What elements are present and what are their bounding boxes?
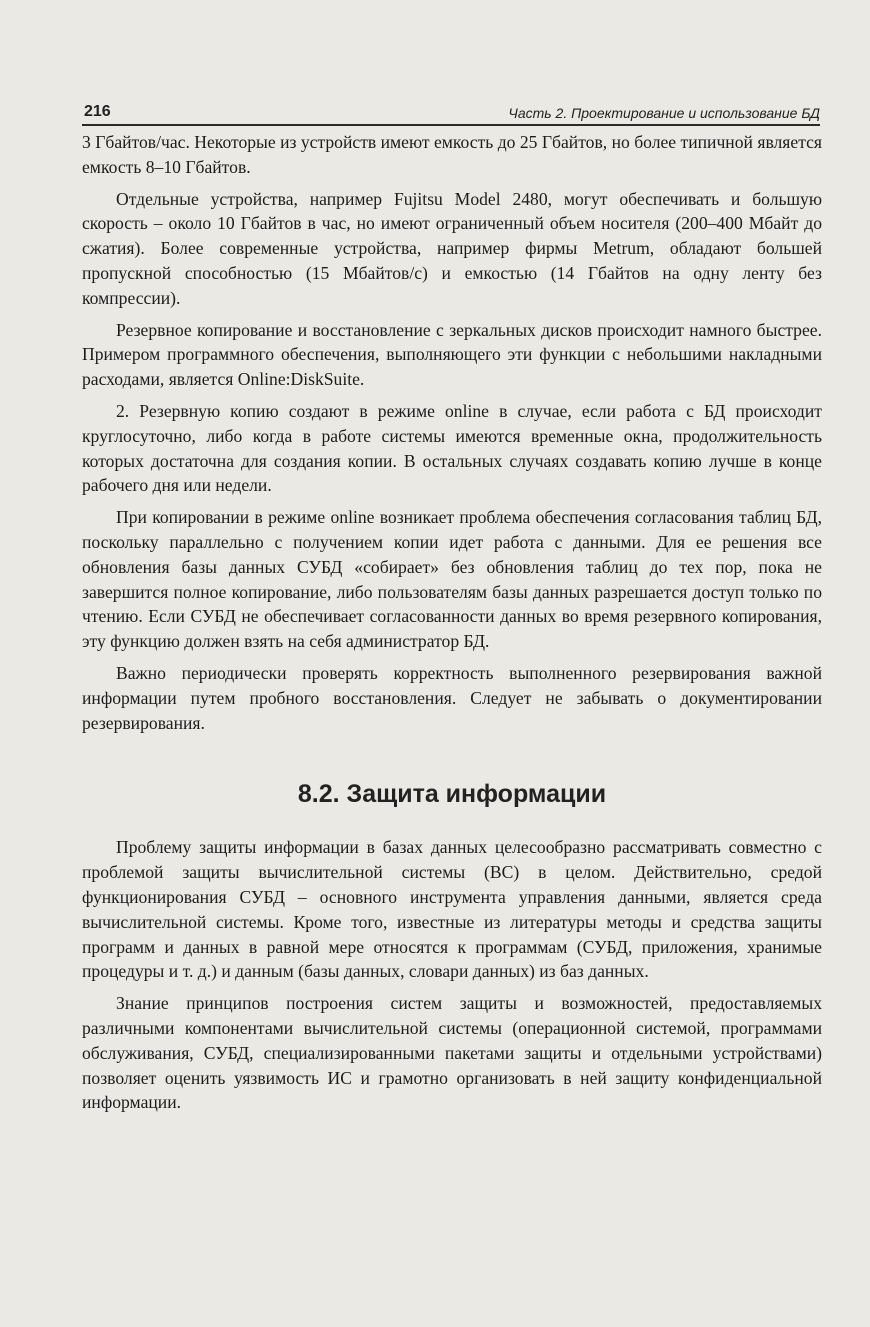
paragraph: Важно периодически проверять корректность выполненного резервирования важной информации путем пробного восстановления. Следует не забывать о документировании резервирования.: [82, 662, 822, 733]
paragraph: При копировании в режиме online возникает проблема обеспечения согласования таблиц БД, поскольку параллельно с получением копии идет работа с данными. Для ее решения все обновления базы данных СУБД «собирает» без обновления таблиц до тех пор, пока не завершится полное копирование, либо пользователям базы данных разрешается доступ только по чтению. Если СУБД не обеспечивает согласованности данных во время резервного копирования, эту функцию должен взять на себя администратор БД.: [82, 507, 822, 652]
section-heading: 8.2. Защита информации: [297, 780, 607, 809]
paragraph: 2. Резервную копию создают в режиме online в случае, если работа с БД происходит круглосуточно, либо когда в работе системы имеются временные окна, продолжительность которых достаточна для создания копии. В остальных случаях создавать копию лучше в конце рабочего дня или недели.: [82, 400, 822, 496]
paragraph: Проблему защиты информации в базах данных целесообразно рассматривать совместно с проблемой защиты вычислительной системы (ВС) в целом. Действительно, средой функционирования СУБД – основного инструмента управления данными, является среда вычислительной системы. Кроме того, известные из литературы методы и средства защиты программ и данных в равной мере относятся к программам (СУБД, приложения, хранимые процедуры и т. д.) и данным (базы данных, словари данных) из баз данных.: [82, 837, 822, 982]
page-content: [82, 130, 822, 1122]
paragraph: Резервное копирование и восстановление с зеркальных дисков происходит намного быстрее. Примером программного обеспечения, выполняющего эти функции с небольшими накладными расходами, является Online:DiskSuite.: [82, 319, 822, 390]
paragraph: Знание принципов построения систем защиты и возможностей, предоставляемых различными компонентами вычислительной системы (операционной системой, программами обслуживания, СУБД, специализированными пакетами защиты и отдельными устройствами) позволяет оценить уязвимость ИС и грамотно организовать в ней защиту конфиденциальной информации.: [82, 993, 822, 1113]
paragraph: Отдельные устройства, например Fujitsu Model 2480, могут обеспечивать и большую скорость – около 10 Гбайтов в час, но имеют ограниченный объем носителя (200–400 Мбайт до сжатия). Более современные устройства, например фирмы Metrum, обладают большей пропускной способностью (15 Мбайтов/с) и емкостью (14 Гбайтов на одну ленту без компрессии).: [82, 188, 822, 308]
paragraph: 3 Гбайтов/час. Некоторые из устройств имеют емкость до 25 Гбайтов, но более типичной является емкость 8–10 Гбайтов.: [82, 132, 822, 177]
page-number: 216: [84, 103, 111, 120]
running-header: [82, 98, 820, 126]
running-title: Часть 2. Проектирование и использование БД: [508, 105, 820, 121]
